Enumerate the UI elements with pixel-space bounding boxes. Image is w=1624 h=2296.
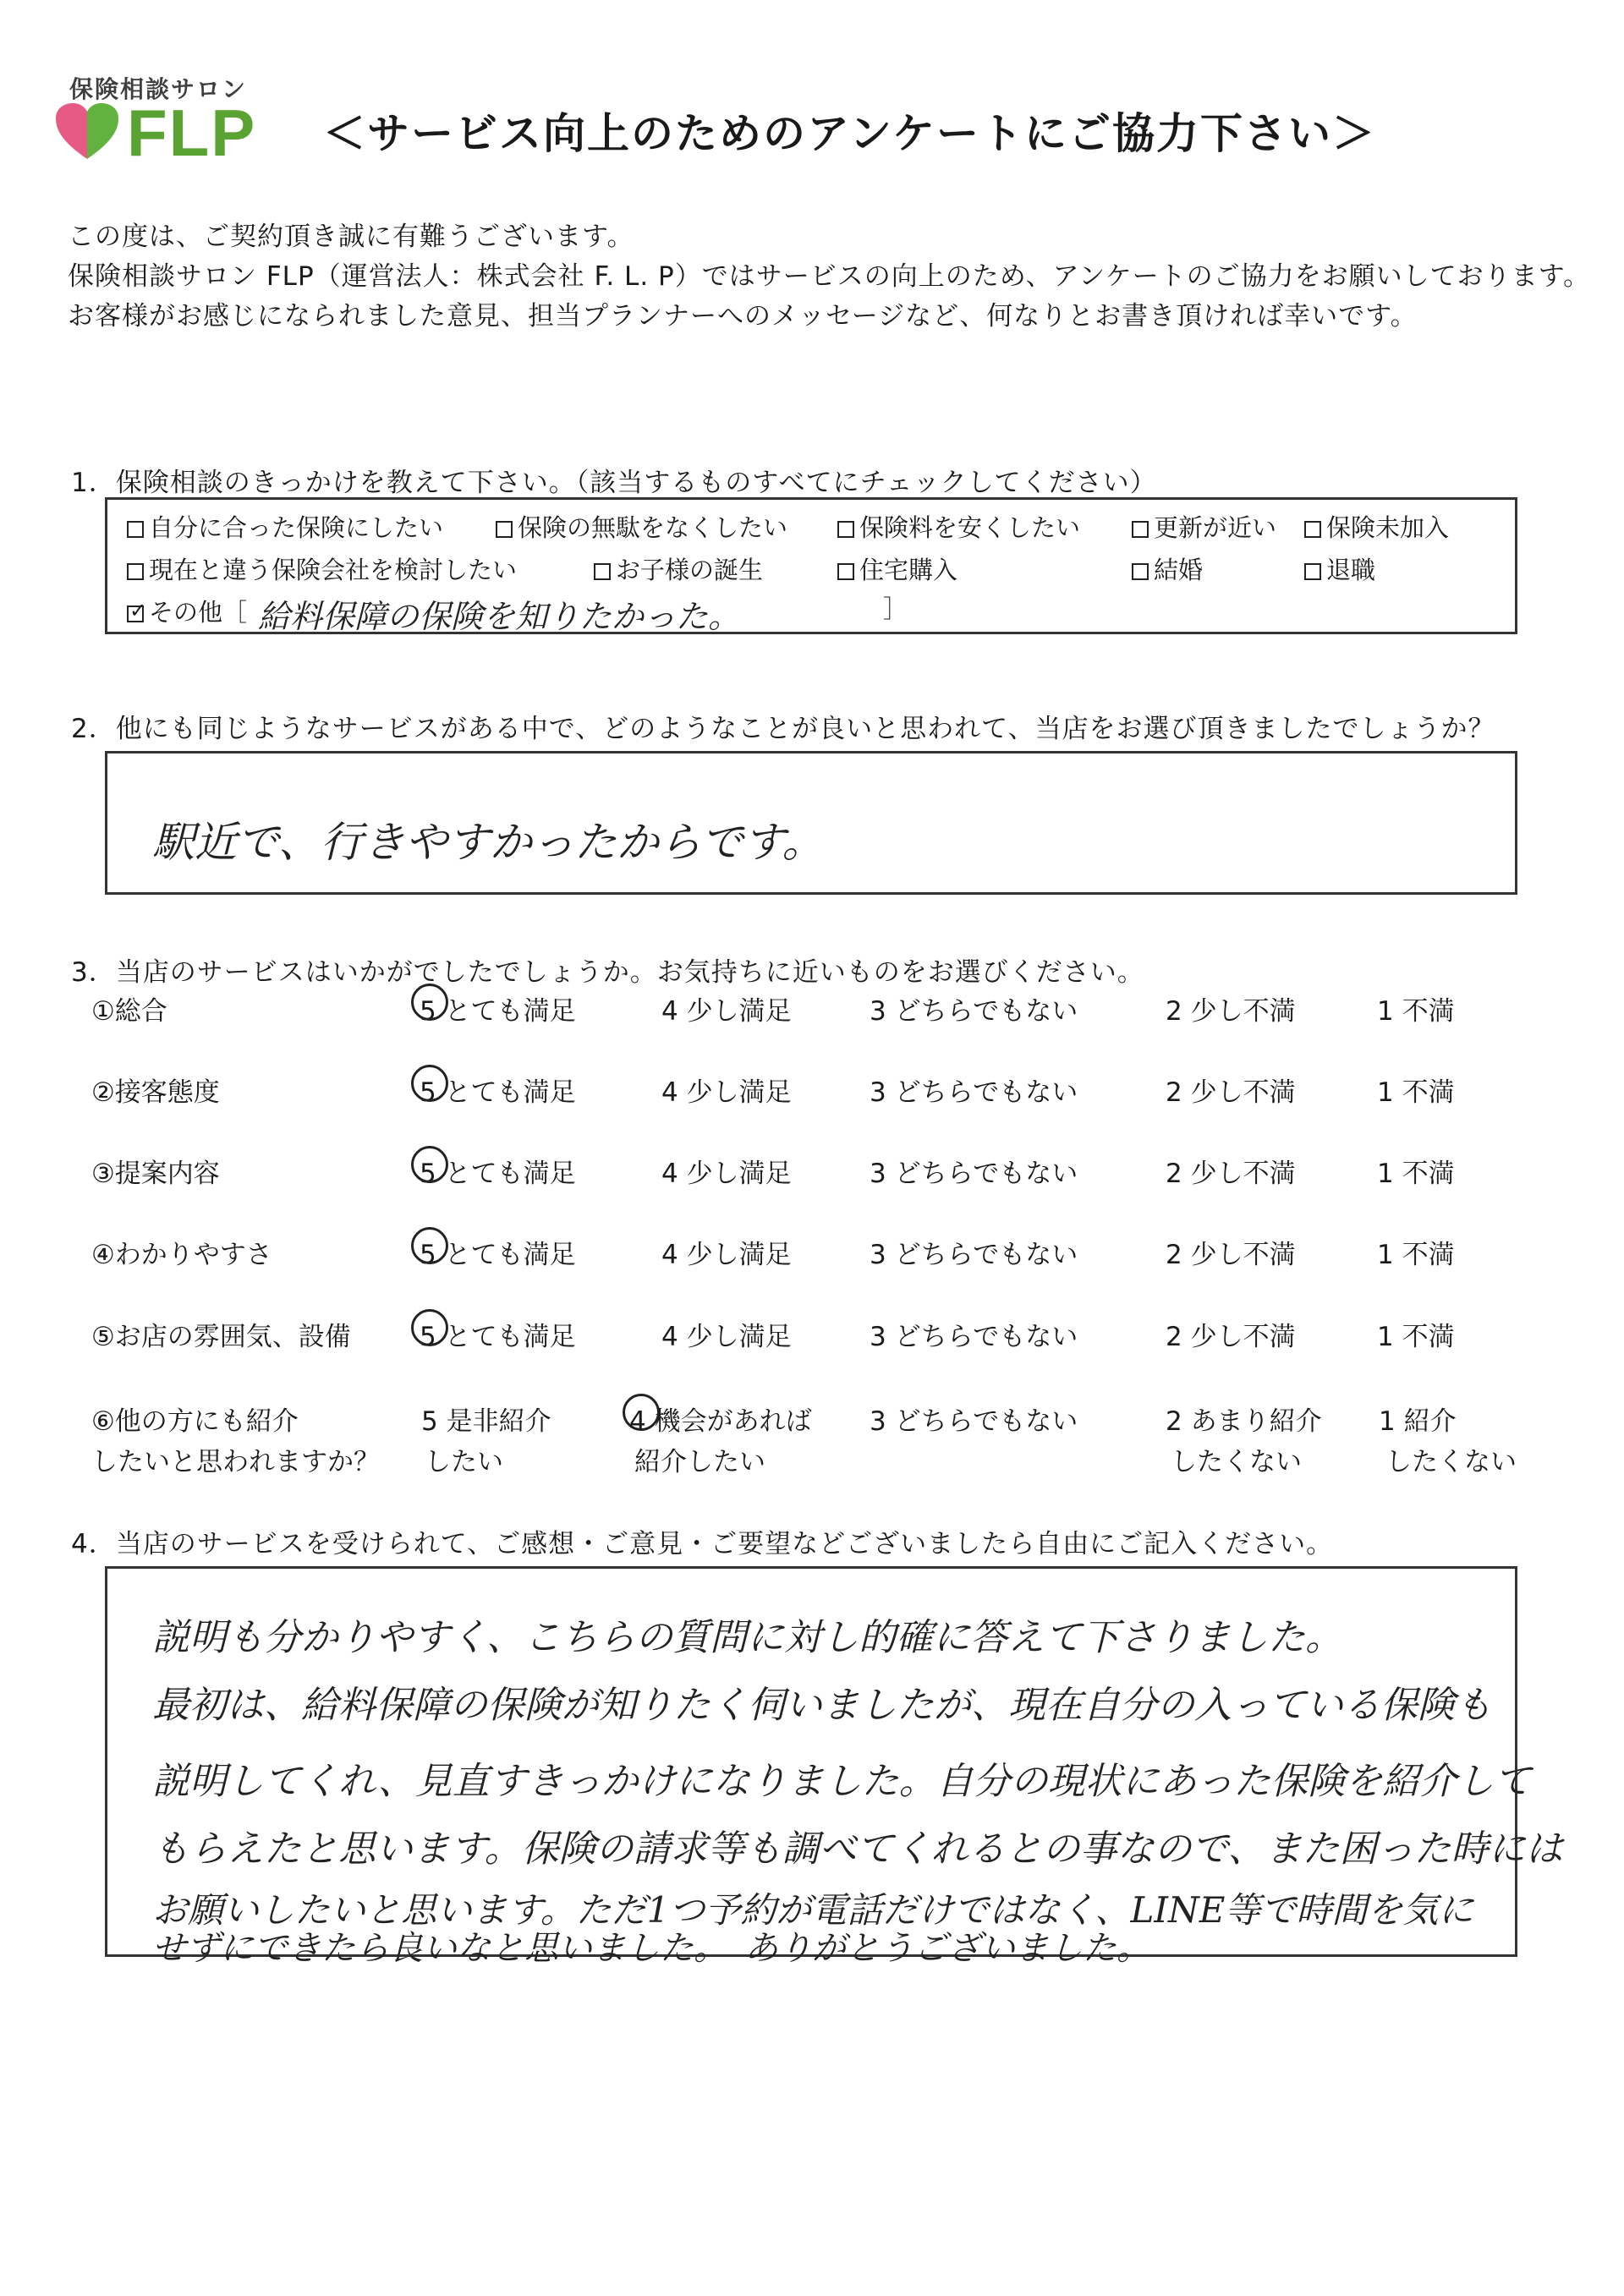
rating-row-4-option-5[interactable]: 5 とても満足 [420,1240,576,1270]
rating-row-2-option-3[interactable]: 3 どちらでもない [870,1077,1078,1108]
checkbox[interactable] [837,521,854,538]
q1-other-answer[interactable]: 給料保障の保険を知りたかった。 [258,598,741,635]
brand-name: FLP [127,96,257,170]
row6-opt-4-line1[interactable]: 4 機会があれば [629,1406,812,1437]
q4-heading: 4．当店のサービスを受けられて、ご感想・ご意見・ご要望などございましたら自由にご記入ください。 [71,1529,1334,1559]
row6-opt-1-line2: したくない [1385,1447,1517,1477]
q4-line-5[interactable]: お願いしたいと思います。ただ1つ予約が電話だけではなく、LINE等で時間を気に [152,1889,1474,1931]
rating-row-3-label: ③提案内容 [91,1159,220,1189]
q4-line-4[interactable]: もらえたと思います。保険の請求等も調べてくれるとの事なので、また困った時には [152,1827,1563,1871]
rating-row-4-option-1[interactable]: 1 不満 [1377,1240,1455,1270]
intro-line-1: この度は、ご契約頂き誠に有難うございます。 [68,222,634,252]
checkbox[interactable] [1132,563,1149,580]
rating-row-1-option-4[interactable]: 4 少し満足 [661,996,792,1027]
checkbox[interactable] [127,563,144,580]
row6-opt-5-line2: したい [425,1447,503,1477]
checkbox[interactable] [1304,563,1321,580]
checkbox[interactable] [1132,521,1149,538]
selected-circle-row5 [411,1309,448,1346]
selected-circle-row1 [411,984,448,1021]
rating-row-1-option-1[interactable]: 1 不満 [1377,996,1455,1027]
rating-row-5-option-1[interactable]: 1 不満 [1377,1322,1455,1352]
q2-heading: 2．他にも同じようなサービスがある中で、どのようなことが良いと思われて、当店をお選び頂きましたでしょうか？ [71,714,1495,744]
q4-line-2[interactable]: 最初は、給料保障の保険が知りたく伺いましたが、現在自分の入っている保険も [152,1684,1492,1727]
q1-option-3[interactable]: 保険料を安くしたい [837,509,1080,544]
checkbox[interactable] [496,521,513,538]
row6-opt-3-line1[interactable]: 3 どちらでもない [870,1406,1078,1437]
rating-row-2-option-1[interactable]: 1 不満 [1377,1077,1455,1108]
rating-row-4-option-4[interactable]: 4 少し満足 [661,1240,792,1270]
rating-row-1-option-3[interactable]: 3 どちらでもない [870,996,1078,1027]
q4-line-6[interactable]: せずにできたら良いなと思いました。 ありがとうございました。 [152,1929,1150,1968]
q1-option-9[interactable]: 結婚 [1132,551,1203,586]
heart-logo-icon [54,101,120,162]
q1-option-2[interactable]: 保険の無駄をなくしたい [496,509,787,544]
rating-row-1-label: ①総合 [91,996,167,1027]
q1-option-10[interactable]: 退職 [1304,551,1375,586]
rating-row-2-option-4[interactable]: 4 少し満足 [661,1077,792,1108]
rating-row-3-option-5[interactable]: 5 とても満足 [420,1159,576,1189]
q4-line-1[interactable]: 説明も分かりやすく、こちらの質問に対し的確に答えて下さりました。 [152,1616,1343,1659]
checkbox[interactable] [127,521,144,538]
q2-answer[interactable]: 駅近で、行きやすかったからです。 [152,818,825,867]
q1-option-other[interactable]: ✓その他［ [127,594,247,628]
intro-line-2: 保険相談サロン FLP（運営法人：株式会社 F. L. P）ではサービスの向上のため、アンケートのご協力をお願いしております。 [68,261,1591,292]
checkbox[interactable] [1304,521,1321,538]
q1-option-4[interactable]: 更新が近い [1132,509,1276,544]
intro-line-3: お客様がお感じになられました意見、担当プランナーへのメッセージなど、何なりとお書き頂ければ幸いです。 [68,301,1418,332]
row6-opt-1-line1[interactable]: 1 紹介 [1379,1406,1457,1437]
q1-option-5[interactable]: 保険未加入 [1304,509,1449,544]
q4-line-3[interactable]: 説明してくれ、見直すきっかけになりました。自分の現状にあった保険を紹介して [152,1760,1532,1803]
rating-row-5-option-4[interactable]: 4 少し満足 [661,1322,792,1352]
rating-row-2-option-2[interactable]: 2 少し不満 [1166,1077,1296,1108]
rating-row-5-option-5[interactable]: 5 とても満足 [420,1322,576,1352]
checkbox-checked[interactable] [127,606,144,622]
brand-subtitle: 保険相談サロン [69,75,248,103]
rating-row-3-option-2[interactable]: 2 少し不満 [1166,1159,1296,1189]
q1-option-6[interactable]: 現在と違う保険会社を検討したい [127,551,517,586]
q1-other-bracket-close: ］ [883,595,908,623]
selected-circle-row2 [411,1065,448,1102]
rating-row-5-option-3[interactable]: 3 どちらでもない [870,1322,1078,1352]
rating-row-3-option-1[interactable]: 1 不満 [1377,1159,1455,1189]
row6-opt-2-line2: したくない [1171,1447,1302,1477]
q1-option-1[interactable]: 自分に合った保険にしたい [127,509,443,544]
row6-opt-4-line2: 紹介したい [634,1447,765,1477]
q1-option-8[interactable]: 住宅購入 [837,551,957,586]
q1-option-7[interactable]: お子様の誕生 [594,551,763,586]
rating-row-5-label: ⑤お店の雰囲気、設備 [91,1322,351,1352]
rating-row-4-option-2[interactable]: 2 少し不満 [1166,1240,1296,1270]
selected-circle-row4 [411,1227,448,1264]
rating-row-2-label: ②接客態度 [91,1077,220,1108]
rating-row-1-option-2[interactable]: 2 少し不満 [1166,996,1296,1027]
rating-row-4-option-3[interactable]: 3 どちらでもない [870,1240,1078,1270]
rating-row-5-option-2[interactable]: 2 少し不満 [1166,1322,1296,1352]
survey-title: ＜サービス向上のためのアンケートにご協力下さい＞ [323,109,1376,158]
row6-opt-2-line1[interactable]: 2 あまり紹介 [1166,1406,1322,1437]
q3-heading: 3．当店のサービスはいかがでしたでしょうか。お気持ちに近いものをお選びください。 [71,957,1144,988]
checkbox[interactable] [837,563,854,580]
rating-row-6-label-line1: ⑥他の方にも紹介 [91,1406,299,1437]
selected-circle-row6 [623,1394,660,1431]
rating-row-3-option-4[interactable]: 4 少し満足 [661,1159,792,1189]
q1-heading: 1．保険相談のきっかけを教えて下さい。（該当するものすべてにチェックしてください） [71,468,1157,498]
row6-opt-5-line1[interactable]: 5 是非紹介 [421,1406,551,1437]
checkbox[interactable] [594,563,611,580]
selected-circle-row3 [411,1146,448,1183]
rating-row-6-label-line2: したいと思われますか？ [91,1447,380,1477]
rating-row-1-option-5[interactable]: 5 とても満足 [420,996,576,1027]
rating-row-2-option-5[interactable]: 5 とても満足 [420,1077,576,1108]
rating-row-4-label: ④わかりやすさ [91,1240,272,1270]
rating-row-3-option-3[interactable]: 3 どちらでもない [870,1159,1078,1189]
